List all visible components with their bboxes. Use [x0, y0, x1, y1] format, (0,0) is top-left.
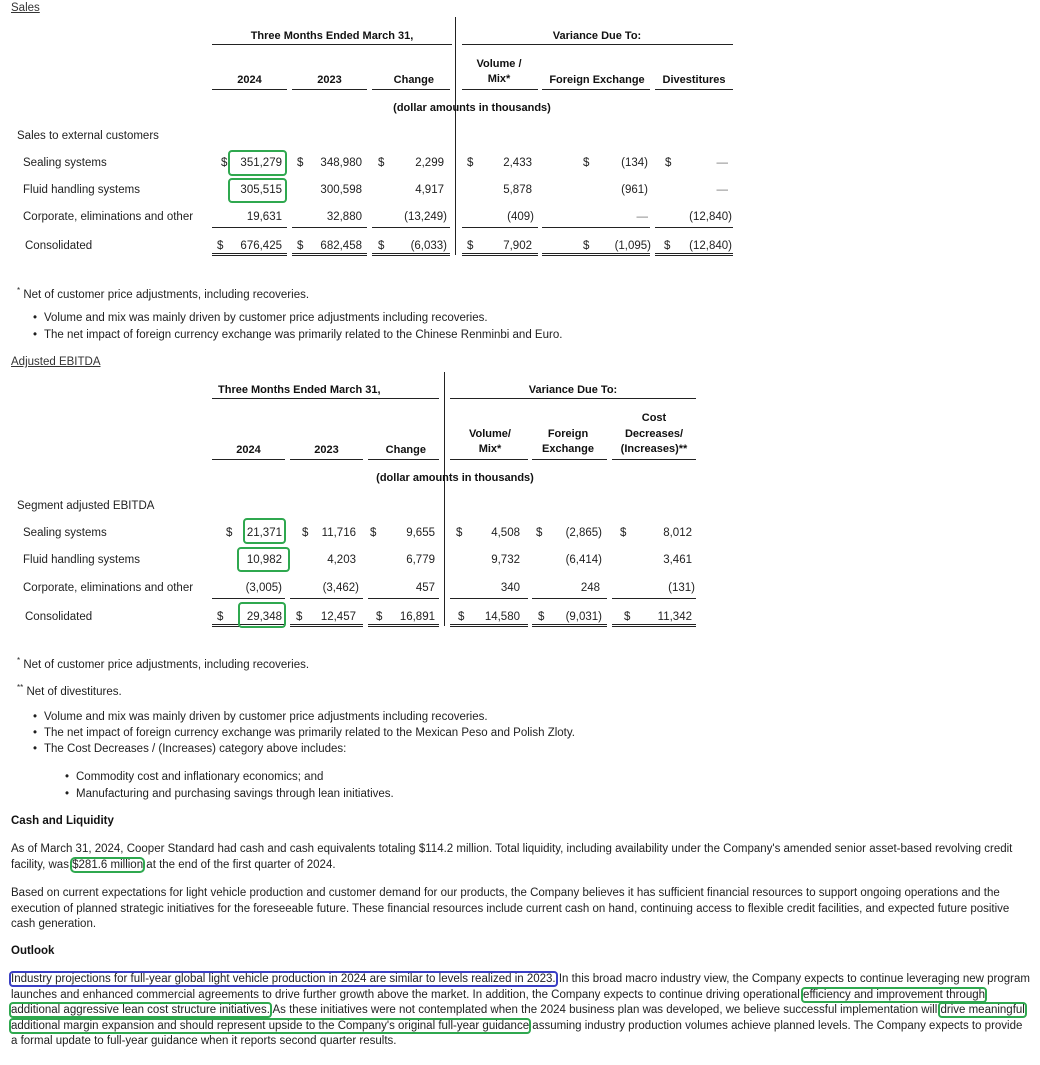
cell-2023: 300,598	[320, 184, 362, 196]
ebitda-subbullet: • Commodity cost and inflationary economics; and	[76, 771, 323, 783]
ebitda-group-label: Segment adjusted EBITDA	[17, 500, 155, 512]
cell-change: 6,779	[406, 554, 435, 566]
cell-volume: 4,508	[491, 527, 520, 539]
cell-change: (6,033)	[410, 240, 447, 252]
cell-volume: 9,732	[491, 554, 520, 566]
cash-paragraph-1: As of March 31, 2024, Cooper Standard had cash and cash equivalents totaling $114.2 million. Total liquidity, including availability under the Company's amended senior asset-based revolving credit facility, was $281.6 million at the end of the first quarter of 2024.	[11, 843, 1013, 871]
sales-col-volume-l2: Mix*	[487, 73, 511, 85]
cell-cost: 11,342	[657, 611, 692, 623]
ebitda-bullet: • The net impact of foreign currency exchange was primarily related to the Mexican Peso and Polish Zloty.	[44, 727, 575, 739]
cell-volume: 5,878	[503, 184, 532, 196]
cell-2023: 348,980	[320, 157, 362, 169]
cell-volume: (409)	[507, 211, 534, 223]
cell-fx: (961)	[621, 184, 648, 196]
highlight-box	[238, 602, 286, 628]
ebitda-col-volume-l2: Mix*	[478, 443, 502, 455]
row-label: Sealing systems	[23, 527, 107, 539]
cell-volume: 2,433	[503, 157, 532, 169]
cell-change: 2,299	[415, 157, 444, 169]
ebitda-col-2023: 2023	[314, 444, 339, 456]
ebitda-footnote-2: ** Net of divestitures.	[17, 683, 122, 698]
cell-volume: 340	[500, 582, 520, 594]
cell-change: 4,917	[415, 184, 444, 196]
cell-fx: (1,095)	[614, 240, 651, 252]
highlight-box	[243, 518, 286, 544]
sales-col-div: Divestitures	[662, 74, 726, 86]
cell-2024: 10,982	[246, 554, 282, 566]
ebitda-subbullet: • Manufacturing and purchasing savings through lean initiatives.	[76, 788, 394, 800]
sales-group-label: Sales to external customers	[17, 130, 159, 142]
cell-2023: 12,457	[320, 611, 356, 623]
ebitda-col-fx-l2: Exchange	[542, 443, 594, 455]
cell-2023: (3,462)	[322, 582, 359, 594]
cell-div: (12,840)	[689, 240, 732, 252]
cell-fx: (134)	[621, 157, 648, 169]
sales-bullet: • The net impact of foreign currency exchange was primarily related to the Chinese Renminbi and Euro.	[44, 329, 562, 341]
cell-2024: (3,005)	[245, 582, 282, 594]
cell-change: 457	[415, 582, 435, 594]
sales-section-link[interactable]: Sales	[11, 2, 40, 14]
highlight-box	[228, 150, 287, 176]
sales-bullet: • Volume and mix was mainly driven by customer price adjustments including recoveries.	[44, 312, 488, 324]
cell-2023: 4,203	[327, 554, 356, 566]
cell-2024: 29,348	[246, 611, 282, 623]
ebitda-col-cost-l2: Decreases/	[624, 428, 684, 440]
cell-2024: 305,515	[240, 184, 282, 196]
sales-divider	[455, 17, 456, 255]
highlight-box	[237, 547, 290, 572]
ebitda-units: (dollar amounts in thousands)	[376, 472, 534, 484]
sales-units: (dollar amounts in thousands)	[393, 102, 551, 114]
row-label: Corporate, eliminations and other	[23, 211, 194, 223]
outlook-paragraph: Industry projections for full-year global light vehicle production in 2024 are similar to levels realized in 2023. In this broad macro industry view, the Company expects to continue leveraging new program launches and enhanced commercial agreements to drive further growth above the market. In addition, the Company expects to continue driving operational efficiency and improvement through additional aggressive lean cost structure initiatives. As these initiatives were not contemplated when the 2024 business plan was developed, we believe successful implementation will drive meaningful additional margin expansion and should represent upside to the Company's original full-year guidance assuming industry production volumes achieve planned levels. The Company expects to provide a formal update to full-year guidance when it reports second quarter results.	[11, 973, 1030, 1047]
cell-cost: 8,012	[663, 527, 692, 539]
cell-cost: 3,461	[663, 554, 692, 566]
rule	[212, 44, 452, 45]
cell-2024: 351,279	[240, 157, 282, 169]
outlook-title: Outlook	[11, 945, 55, 957]
ebitda-col-2024: 2024	[236, 444, 261, 456]
row-label: Fluid handling systems	[23, 184, 140, 196]
highlight-industry: Industry projections for full-year global light vehicle production in 2024 are similar to levels realized in 2023.	[11, 973, 556, 985]
ebitda-col-change: Change	[385, 444, 426, 456]
cell-2024: 676,425	[240, 240, 282, 252]
highlight-liquidity: $281.6 million	[72, 858, 144, 871]
cell-fx: (2,865)	[565, 527, 602, 539]
cell-volume: 14,580	[484, 611, 520, 623]
row-label: Fluid handling systems	[23, 554, 140, 566]
row-label: Corporate, eliminations and other	[23, 582, 194, 594]
sales-header-variance: Variance Due To:	[552, 30, 642, 42]
cell-2024: 21,371	[246, 527, 282, 539]
highlight-efficiency: efficiency and improvement through additional aggressive lean cost structure initiatives.	[11, 988, 986, 1016]
row-label: Consolidated	[25, 611, 93, 623]
cell-cost: (131)	[668, 582, 695, 594]
ebitda-col-volume-l1: Volume/	[469, 428, 511, 440]
cell-change: 16,891	[399, 611, 435, 623]
row-label: Consolidated	[25, 240, 93, 252]
ebitda-col-fx-l1: Foreign	[547, 428, 589, 440]
sales-col-2024: 2024	[237, 74, 262, 86]
cell-fx: 248	[580, 582, 600, 594]
cell-div: (12,840)	[689, 211, 732, 223]
highlight-margin: drive meaningful additional margin expansion and should represent upside to the Company's original full-year guidance	[11, 1004, 1025, 1032]
cell-volume: 7,902	[503, 240, 532, 252]
ebitda-col-cost-l1: Cost	[641, 412, 667, 424]
ebitda-bullet: • Volume and mix was mainly driven by customer price adjustments including recoveries.	[44, 711, 488, 723]
cell-div: —	[716, 184, 728, 196]
cell-fx: (9,031)	[565, 611, 602, 623]
cell-fx: —	[636, 211, 648, 223]
cell-2023: 682,458	[320, 240, 362, 252]
sales-col-2023: 2023	[317, 74, 342, 86]
sales-col-volume-l1: Volume /	[476, 58, 522, 70]
cell-div: —	[716, 157, 728, 169]
ebitda-bullet: • The Cost Decreases / (Increases) category above includes:	[44, 743, 346, 755]
ebitda-header-variance: Variance Due To:	[528, 384, 618, 396]
ebitda-footnote-1: * Net of customer price adjustments, including recoveries.	[17, 656, 310, 671]
sales-col-change: Change	[393, 74, 434, 86]
sales-header-period: Three Months Ended March 31,	[250, 30, 414, 42]
cash-title: Cash and Liquidity	[11, 815, 114, 827]
cash-paragraph-2: Based on current expectations for light vehicle production and customer demand for our products, the Company believes it has sufficient financial resources to support ongoing operations and the execution of planned strategic initiatives for the foreseeable future. These financial resources include current cash on hand, continuing access to flexible credit facilities, and expected future positive cash generation.	[11, 887, 1010, 930]
cell-fx: (6,414)	[565, 554, 602, 566]
cell-change: 9,655	[406, 527, 435, 539]
ebitda-section-link[interactable]: Adjusted EBITDA	[11, 356, 101, 368]
ebitda-col-cost-l3: (Increases)**	[620, 443, 688, 455]
ebitda-divider	[444, 372, 445, 626]
ebitda-header-period: Three Months Ended March 31,	[218, 384, 381, 396]
cell-2023: 11,716	[321, 527, 356, 539]
sales-col-fx: Foreign Exchange	[549, 74, 645, 86]
row-label: Sealing systems	[23, 157, 107, 169]
cell-change: (13,249)	[404, 211, 447, 223]
cell-2023: 32,880	[326, 211, 362, 223]
rule	[462, 44, 733, 45]
sales-footnote: * Net of customer price adjustments, including recoveries.	[17, 286, 310, 301]
cell-2024: 19,631	[246, 211, 282, 223]
highlight-box	[228, 178, 287, 203]
